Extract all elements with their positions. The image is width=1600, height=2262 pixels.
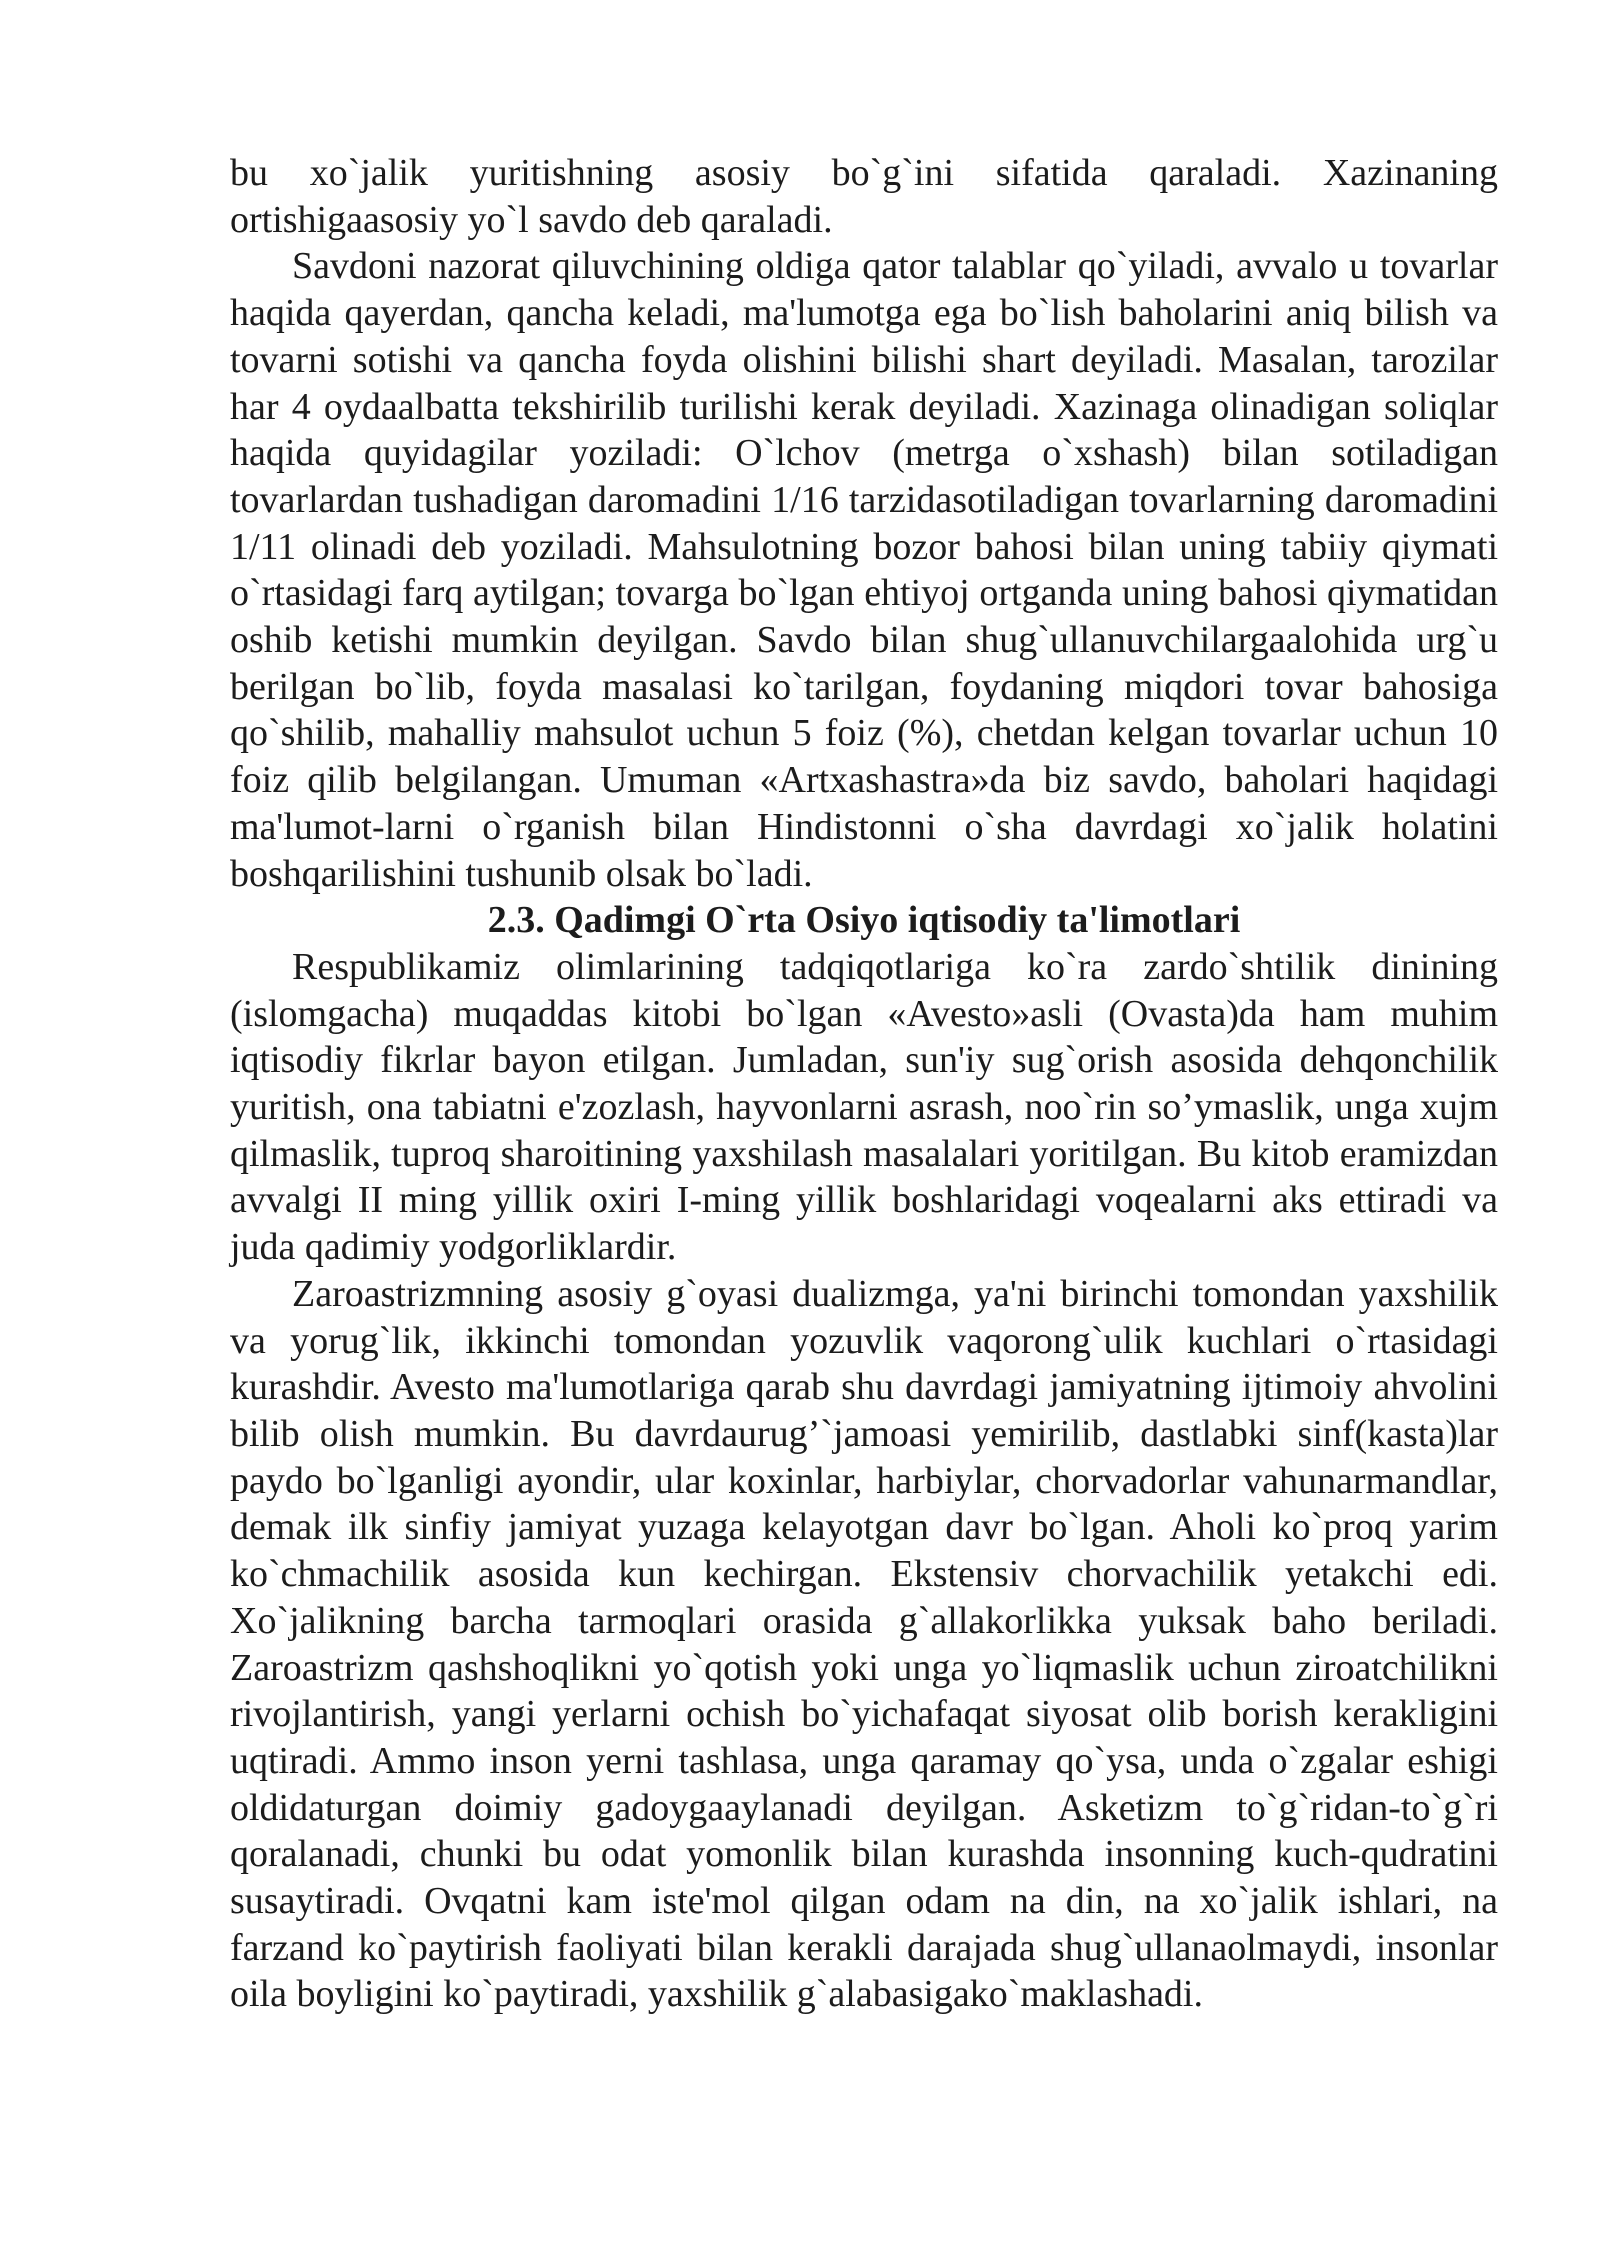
paragraph-avesto: Respublikamiz olimlarining tadqiqotlariga ko`ra zardo`shtilik dinining (islomgacha) muqaddas kitobi bo`lgan «Avesto»asli (Ovasta)da ham muhim iqtisodiy fikrlar bayon etilgan. Jumladan, sun'iy sug`orish asosida dehqonchilik yuritish, ona tabiatni e'zozlash, hayvonlarni asrash, noo`rin so’ymaslik, unga xujm qilmaslik, tuproq sharoitining yaxshilash masalalari yoritilgan. Bu kitob eramizdan avvalgi II ming yillik oxiri I-ming yillik boshlaridagi voqealarni aks ettiradi va juda qadimiy yodgorliklardir. [230,945,1498,1269]
paragraph-continuation: bu xo`jalik yuritishning asosiy bo`g`ini sifatida qaraladi. Xazinaning ortishigaasosiy yo`l savdo deb qaraladi. [230,152,1498,241]
paragraph-zaroastrizm: Zaroastrizmning asosiy g`oyasi dualizmga, ya'ni birinchi tomondan yaxshilik va yorug`lik, ikkinchi tomondan yozuvlik vaqorong`ulik kuchlari o`rtasidagi kurashdir. Avesto ma'lumotlariga qarab shu davrdagi jamiyatning ijtimoiy ahvolini bilib olish mumkin. Bu davrdaurug’`jamoasi yemirilib, dastlabki sinf(kasta)lar paydo bo`lganligi ayondir, ular koxinlar, harbiylar, chorvadorlar vahunarmandlar, demak ilk sinfiy jamiyat yuzaga kelayotgan davr bo`lgan. Aholi ko`proq yarim ko`chmachilik asosida kun kechirgan. Ekstensiv chorvachilik yetakchi edi. Xo`jalikning barcha tarmoqlari orasida g`allakorlikka yuksak baho beriladi. Zaroastrizm qashshoqlikni yo`qotish yoki unga yo`liqmaslik uchun ziroatchilikni rivojlantirish, yangi yerlarni ochish bo`yichafaqat siyosat olib borish kerakligini uqtiradi. Ammo inson yerni tashlasa, unga qaramay qo`ysa, unda o`zgalar eshigi oldidaturgan doimiy gadoygaaylanadi deyilgan. Asketizm to`g`ridan-to`g`ri qoralanadi, chunki bu odat yomonlik bilan kurashda insonning kuch-qudratini susaytiradi. Ovqatni kam iste'mol qilgan odam na din, na xo`jalik ishlari, na farzand ko`paytirish faoliyati bilan kerakli darajada shug`ullanaolmaydi, insonlar oila boyligini ko`paytiradi, yaxshilik g`alabasigako`maklashadi. [230,1272,1498,2016]
document-page [230,150,1498,2018]
paragraph-savdo-nazorat: Savdoni nazorat qiluvchining oldiga qator talablar qo`yiladi, avvalo u tovarlar haqida qayerdan, qancha keladi, ma'lumotga ega bo`lish baholarini aniq bilish va tovarni sotishi va qancha foyda olishini bilishi shart deyiladi. Masalan, tarozilar har 4 oydaalbatta tekshirilib turilishi kerak deyiladi. Xazinaga olinadigan soliqlar haqida quyidagilar yoziladi: O`lchov (metrga o`xshash) bilan sotiladigan tovarlardan tushadigan daromadini 1/16 tarzidasotiladigan tovarlarning daromadini 1/11 olinadi deb yoziladi. Mahsulotning bozor bahosi bilan uning tabiiy qiymati o`rtasidagi farq aytilgan; tovarga bo`lgan ehtiyoj ortganda uning bahosi qiymatidan oshib ketishi mumkin deyilgan. Savdo bilan shug`ullanuvchilargaalohida urg`u berilgan bo`lib, foyda masalasi ko`tarilgan, foydaning miqdori tovar bahosiga qo`shilib, mahalliy mahsulot uchun 5 foiz (%), chetdan kelgan tovarlar uchun 10 foiz qilib belgilangan. Umuman «Artxashastra»da biz savdo, baholari haqidagi ma'lumot-larni o`rganish bilan Hindistonni o`sha davrdagi xo`jalik holatini boshqarilishini tushunib olsak bo`ladi. [230,245,1498,895]
section-heading: 2.3. Qadimgi O`rta Osiyo iqtisodiy ta'limotlari [487,899,1241,942]
